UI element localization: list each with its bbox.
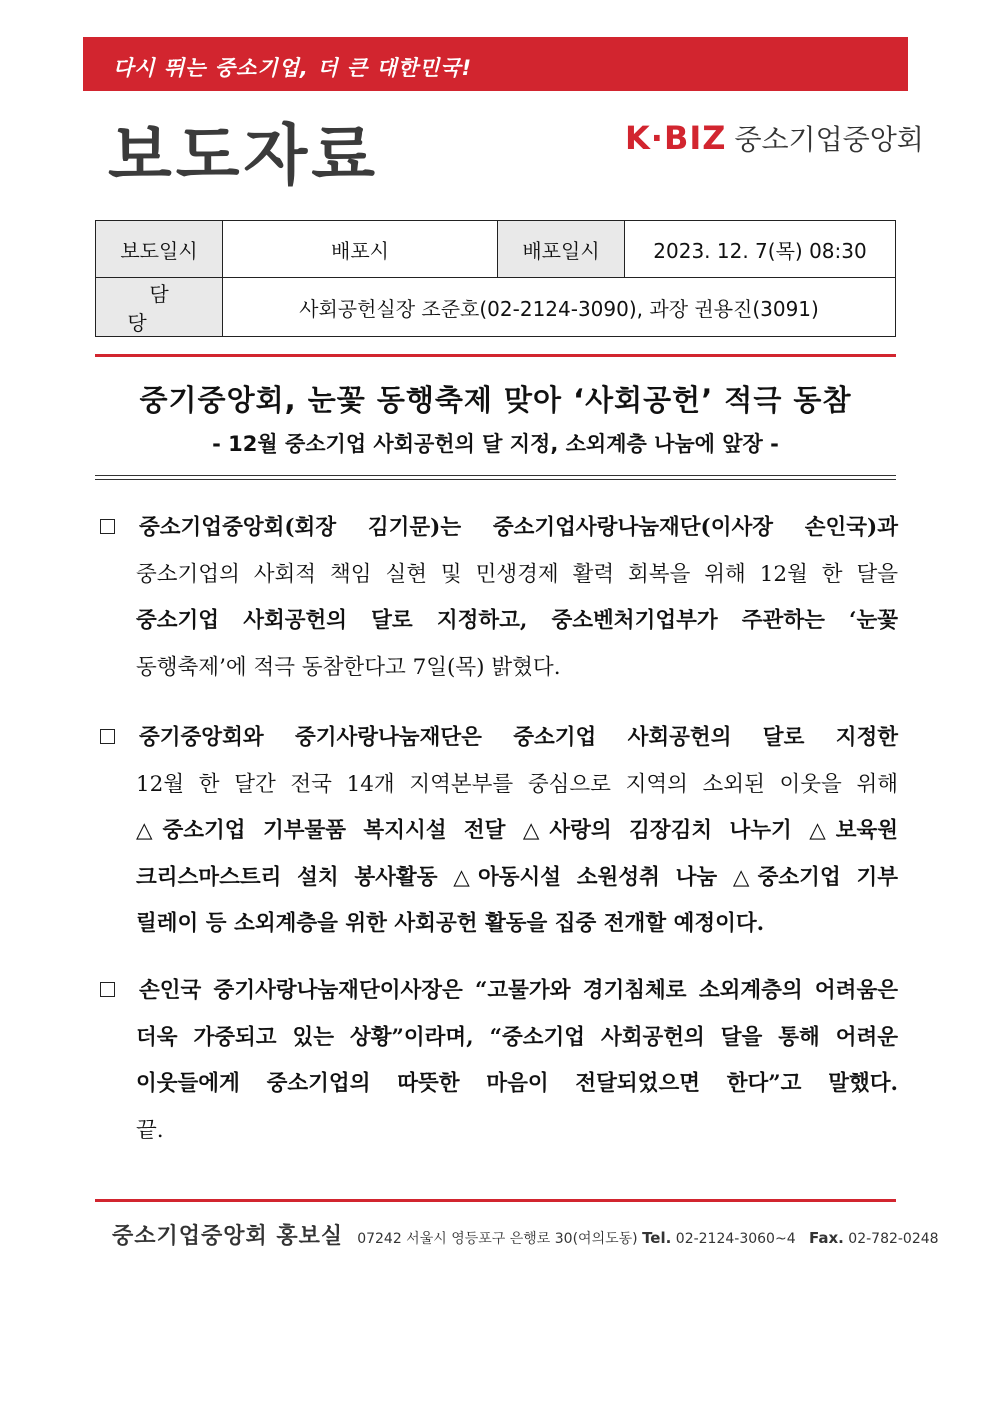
release-date-value: 배포시 bbox=[223, 221, 498, 278]
document-type-title: 보도자료 bbox=[108, 117, 380, 194]
paragraph-line: 크리스마스트리 설치 봉사활동 △아동시설 소원성취 나눔 △중소기업 기부 bbox=[136, 864, 898, 890]
title-bottom-rule-2 bbox=[95, 479, 896, 480]
contact-label-cell bbox=[96, 278, 223, 337]
paragraph-line: 동행축제’에 적극 동참한다고 7일(목) 밝혔다. bbox=[136, 654, 561, 680]
checkbox-bullet-icon bbox=[100, 519, 115, 534]
paragraph-line: △중소기업 기부물품 복지시설 전달 △사랑의 김장김치 나누기 △보육원 bbox=[136, 818, 898, 843]
paragraph-line: 더욱 가중되고 있는 상황”이라며, “중소기업 사회공헌의 달을 통해 어려운 bbox=[136, 1024, 898, 1050]
banner-slogan: 다시 뛰는 중소기업, 더 큰 대한민국! bbox=[113, 56, 473, 80]
footer-fax-label: Fax. bbox=[808, 1229, 844, 1247]
logo-organization-name: 중소기업중앙회 bbox=[734, 123, 924, 156]
paragraph-line: 중소기업의 사회적 책임 실현 및 민생경제 활력 회복을 위해 12월 한 달을 bbox=[136, 561, 898, 587]
logo-mark: K·BIZ bbox=[625, 119, 727, 157]
footer-organization: 중소기업중앙회 홍보실 bbox=[112, 1224, 344, 1249]
paragraph-1 bbox=[100, 505, 898, 691]
paragraph-3 bbox=[100, 968, 898, 1154]
footer-address: 07242 서울시 영등포구 은행로 30(여의도동) bbox=[357, 1231, 638, 1247]
paragraph-line: 중소기업 사회공헌의 달로 지정하고, 중소벤처기업부가 주관하는 ‘눈꽃 bbox=[136, 608, 898, 633]
footer-rule bbox=[95, 1199, 896, 1202]
contact-value: 사회공헌실장 조준호(02-2124-3090), 과장 권용진(3091) bbox=[223, 278, 896, 337]
distribution-date-label: 배포일시 bbox=[498, 221, 625, 278]
footer-contact bbox=[357, 1228, 938, 1248]
footer bbox=[112, 1219, 939, 1250]
title-top-rule bbox=[95, 354, 896, 357]
top-banner bbox=[83, 37, 908, 91]
subheadline: - 12월 중소기업 사회공헌의 달 지정, 소외계층 나눔에 앞장 - bbox=[212, 432, 779, 456]
checkbox-bullet-icon bbox=[100, 729, 115, 744]
footer-tel-label: Tel. bbox=[642, 1229, 672, 1247]
distribution-date-value: 2023. 12. 7(목) 08:30 bbox=[625, 221, 896, 278]
paragraph-line: 손인국 중기사랑나눔재단이사장은 “고물가와 경기침체로 소외계층의 어려움은 bbox=[100, 968, 898, 1015]
release-info-table bbox=[95, 220, 896, 337]
paragraph-line: 이웃들에게 중소기업의 따뜻한 마음이 전달되었으면 한다”고 말했다. bbox=[136, 1071, 898, 1096]
paragraph-2 bbox=[100, 715, 898, 948]
headline: 중기중앙회, 눈꽃 동행축제 맞아 ‘사회공헌’ 적극 동참 bbox=[139, 383, 852, 417]
paragraph-line: 중소기업중앙회(회장 김기문)는 중소기업사랑나눔재단(이사장 손인국)과 bbox=[100, 505, 898, 552]
release-date-label: 보도일시 bbox=[96, 221, 223, 278]
paragraph-line: 중기중앙회와 중기사랑나눔재단은 중소기업 사회공헌의 달로 지정한 bbox=[100, 715, 898, 762]
paragraph-line: 릴레이 등 소외계층을 위한 사회공헌 활동을 집중 전개할 예정이다. bbox=[136, 911, 765, 936]
footer-tel: 02-2124-3060~4 bbox=[675, 1231, 796, 1247]
contact-label: 담당 bbox=[127, 282, 213, 335]
paragraph-line: 12월 한 달간 전국 14개 지역본부를 중심으로 지역의 소외된 이웃을 위해 bbox=[136, 771, 898, 797]
paragraph-line: 끝. bbox=[136, 1117, 164, 1143]
title-bottom-rule-1 bbox=[95, 475, 896, 476]
checkbox-bullet-icon bbox=[100, 982, 115, 997]
footer-fax: 02-782-0248 bbox=[848, 1231, 939, 1247]
kbiz-logo bbox=[625, 118, 924, 158]
